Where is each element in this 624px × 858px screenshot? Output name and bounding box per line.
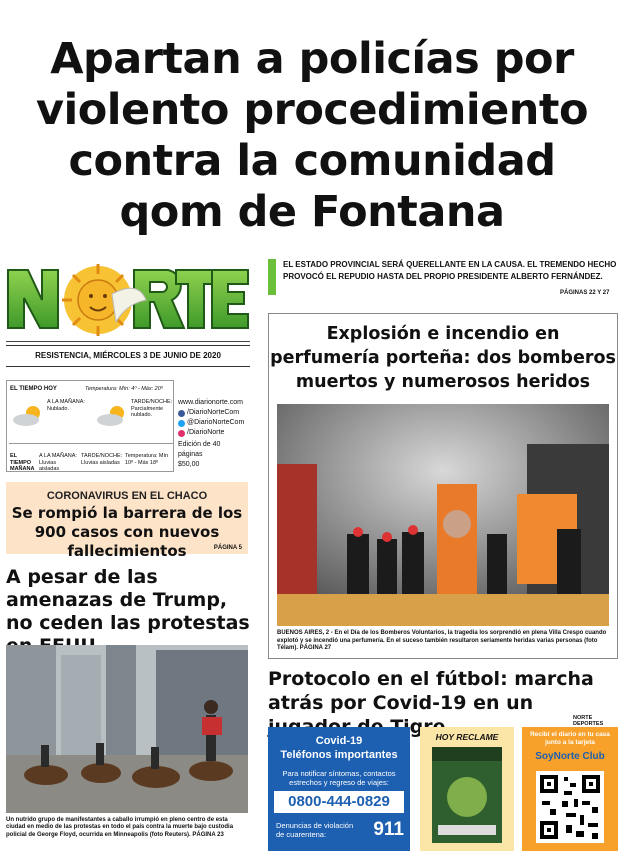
- covid-phone-number[interactable]: 0800-444-0829: [274, 791, 404, 813]
- cloud-sun-icon-2: [95, 403, 129, 430]
- instagram-icon: [178, 430, 185, 437]
- covid-phones-box[interactable]: [268, 727, 410, 851]
- covid-box-title: Covid-19: [315, 735, 363, 747]
- twitter-icon: [178, 420, 185, 427]
- horse-riders-image-icon: [6, 645, 248, 813]
- futbol-headline[interactable]: Protocolo en el fútbol: marcha atrás por Covid-19 en un Tigre: [268, 668, 594, 738]
- headline-kicker: EL ESTADO PROVINCIAL SERÁ QUERELLANTE EN LA CAUSA. EL TREMENDO HECHO PROVOCÓ EL REPUDIO HASTA DEL PROPIO PRESIDENTE ALBERTO FERNÁNDEZ.: [283, 260, 617, 281]
- forecast-temp: Temperatura: Mín 10º - Máx 18º: [125, 453, 169, 466]
- corona-page: PÁGINA 5: [213, 545, 242, 551]
- forecast-morning: A LA MAÑANA: Lluvias aisladas: [39, 453, 77, 472]
- weather-temp: Temperatura: Mín: 4º - Máx: 20º: [85, 386, 163, 392]
- website-link[interactable]: www.diarionorte.com: [178, 399, 243, 406]
- corona-title[interactable]: Se rompió la barrera de los 900 casos con nuevos fallecimientos: [11, 504, 243, 560]
- corona-kicker: CORONAVIRUS EN EL CHACO: [46, 490, 208, 502]
- reclame-title: HOY RECLAME: [435, 732, 499, 742]
- instagram-handle[interactable]: /DiarioNorte: [187, 429, 225, 436]
- protest-photo[interactable]: [6, 645, 248, 813]
- info-block: [178, 398, 250, 470]
- trump-headline[interactable]: A pesar de las amenazas de Trump, no ceden las protestas: [6, 566, 250, 634]
- facebook-icon: [178, 410, 185, 417]
- qr-code-icon[interactable]: [536, 771, 604, 843]
- covid-notify-text: Para notificar síntomas, contactos estrechos y regreso de viajes:: [282, 769, 396, 787]
- fire-headline[interactable]: Explosión e incendio en perfumería porteña: dos bomberos muertos y numerosos heridos: [270, 324, 616, 392]
- trump-caption: Un nutrido grupo de manifestantes a caballo irrumpió en pleno centro de esta ciudad en medio de las protestas en todo el país contra la muerte bajo custodia policial de George Floyd, ocurrida en Minneapolis (foto Reuters). PÁGINA 23: [6, 817, 234, 838]
- covid-box-subtitle: Teléfonos importantes: [280, 749, 398, 761]
- fire-story-box[interactable]: [268, 313, 618, 659]
- weather-box: [6, 380, 174, 472]
- weather-morning: A LA MAÑANA: Nublado.: [47, 399, 85, 412]
- edition-info: Edición de 40 páginas: [178, 441, 221, 458]
- facebook-handle[interactable]: /DiarioNorteCom: [187, 409, 240, 416]
- fire-photo[interactable]: [277, 404, 609, 626]
- weather-title: EL TIEMPO HOY: [10, 386, 57, 392]
- hoy-reclame-box[interactable]: [420, 727, 514, 851]
- price: $50,00: [178, 461, 200, 468]
- recibi-text: Recibí el diario en tu casa junto a la tarjeta: [530, 731, 610, 746]
- weather-afternoon: TARDE/NOCHE: Parcialmente nublado.: [131, 399, 173, 418]
- cloud-sun-icon: [11, 403, 45, 430]
- emergency-number[interactable]: 911: [373, 819, 404, 840]
- covid-complaint-text: Denuncias de violación de cuarentena:: [276, 821, 354, 839]
- soynorte-club-box[interactable]: [522, 727, 618, 851]
- dateline: RESISTENCIA, MIÉRCOLES 3 DE JUNIO DE 2020: [6, 345, 250, 367]
- kicker-page: PÁGINAS 22 Y 27: [560, 290, 610, 296]
- corona-box[interactable]: [6, 482, 248, 560]
- section-label: NORTE DEPORTES: [573, 715, 604, 727]
- forecast-afternoon: TARDE/NOCHE: Lluvias aisladas: [81, 453, 123, 466]
- firefighters-image-icon: [277, 404, 609, 626]
- magazine-cover-icon: [432, 747, 502, 843]
- main-headline[interactable]: Apartan a policías por violento procedimiento contra la comunidad qom de Fontana: [35, 34, 588, 237]
- masthead-logo[interactable]: [6, 258, 250, 338]
- club-brand: SoyNorte Club: [535, 751, 605, 762]
- twitter-handle[interactable]: @DiarioNorteCom: [187, 419, 245, 426]
- kicker-accent-bar: [268, 259, 276, 295]
- fire-caption: BUENOS AIRES, 2 - En el Día de los Bomberos Voluntarios, la tragedia los sorprendió en plena Villa Crespo cuando explotó y se incendió una perfumería. En el suceso también resultaron seriamente heridas varias personas (foto Télam). PÁGINA 27: [277, 630, 607, 652]
- norte-logo-icon: [6, 258, 250, 338]
- forecast-title: EL TIEMPO MAÑANA: [10, 453, 35, 472]
